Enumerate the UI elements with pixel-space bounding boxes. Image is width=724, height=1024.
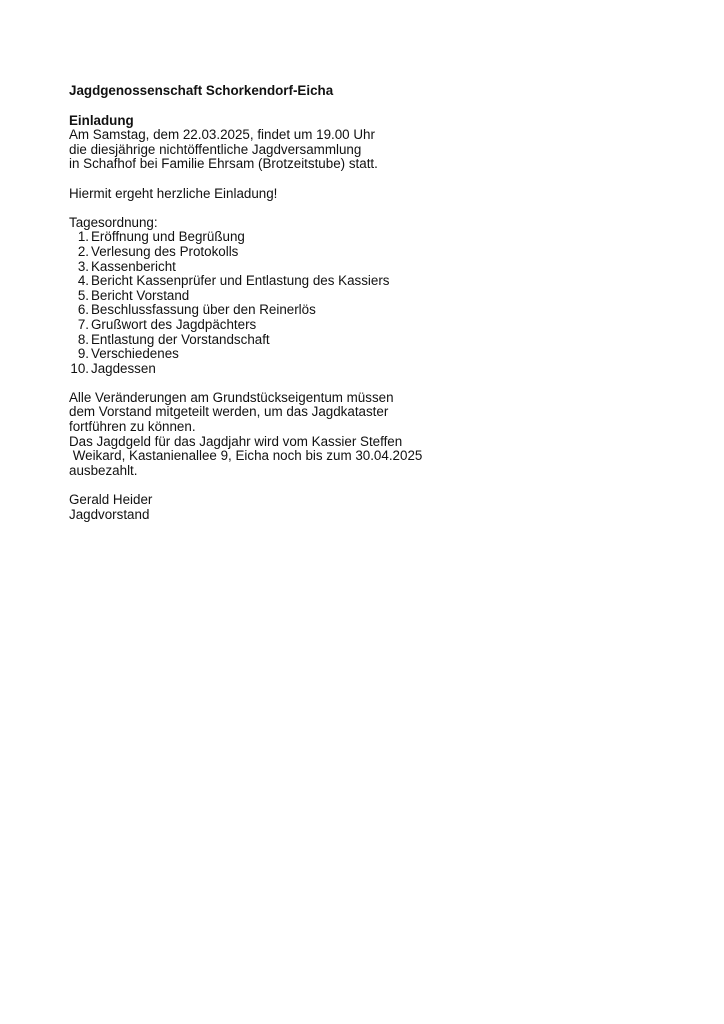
organization-title: Jagdgenossenschaft Schorkendorf-Eicha: [69, 83, 334, 98]
agenda-item-text: Beschlussfassung über den Reinerlös: [91, 302, 316, 318]
invitation-line: Am Samstag, dem 22.03.2025, findet um 19.00 Uhr: [69, 127, 375, 143]
agenda-item-text: Bericht Kassenprüfer und Entlastung des Kassiers: [91, 273, 390, 289]
agenda-item-number: 3.: [77, 258, 89, 274]
spacer: [69, 478, 669, 493]
agenda-item-number: 4.: [77, 273, 89, 289]
agenda-item-text: Eröffnung und Begrüßung: [91, 229, 245, 245]
agenda-list: [69, 230, 669, 376]
agenda-item-number: 6.: [77, 302, 89, 318]
notice-line: Das Jagdgeld für das Jagdjahr wird vom Kassier Steffen: [69, 433, 403, 449]
agenda-item-number: 9.: [77, 346, 89, 362]
spacer: [69, 201, 669, 216]
agenda-item: [69, 347, 669, 362]
agenda-item-number: 5.: [77, 287, 89, 303]
agenda-item: [69, 289, 669, 304]
agenda-title: Tagesordnung:: [69, 214, 158, 230]
agenda-item-text: Entlastung der Vorstandschaft: [91, 331, 270, 347]
document-page: [69, 84, 669, 522]
agenda-item: [69, 274, 669, 289]
agenda-item-number: 7.: [77, 316, 89, 332]
signature-name: Gerald Heider: [69, 492, 153, 508]
agenda-item-number: 8.: [77, 331, 89, 347]
invitation-line: in Schafhof bei Familie Ehrsam (Brotzeitstube) statt.: [69, 156, 378, 172]
agenda-item-text: Jagdessen: [91, 360, 156, 376]
agenda-item: [69, 260, 669, 275]
notice-line: Weikard, Kastanienallee 9, Eicha noch bis zum 30.04.2025: [69, 448, 423, 464]
agenda-item-text: Verschiedenes: [91, 346, 179, 362]
agenda-item: [69, 362, 669, 377]
invitation-paragraph: [69, 128, 669, 172]
signature-role: Jagdvorstand: [69, 506, 150, 522]
greeting-text: Hiermit ergeht herzliche Einladung!: [69, 185, 278, 201]
agenda-item-text: Verlesung des Protokolls: [91, 243, 239, 259]
notice-line: Alle Veränderungen am Grundstückseigentum müssen: [69, 389, 394, 405]
agenda-item: [69, 245, 669, 260]
agenda-item-number: 2.: [77, 243, 89, 259]
agenda-item: [69, 333, 669, 348]
notice-paragraph: [69, 391, 669, 479]
notice-line: ausbezahlt.: [69, 462, 138, 478]
agenda-item-text: Bericht Vorstand: [91, 287, 190, 303]
agenda-item: [69, 318, 669, 333]
spacer: [69, 99, 669, 114]
agenda-item-text: Grußwort des Jagdpächters: [91, 316, 257, 332]
spacer: [69, 172, 669, 187]
agenda-item-number: 10.: [70, 360, 89, 376]
agenda-item: [69, 230, 669, 245]
agenda-item: [69, 303, 669, 318]
invitation-heading: Einladung: [69, 112, 134, 128]
agenda-item-text: Kassenbericht: [91, 258, 176, 274]
invitation-line: die diesjährige nichtöffentliche Jagdversammlung: [69, 141, 362, 157]
agenda-item-number: 1.: [77, 229, 89, 245]
notice-line: fortführen zu können.: [69, 419, 196, 435]
notice-line: dem Vorstand mitgeteilt werden, um das Jagdkataster: [69, 404, 389, 420]
spacer: [69, 376, 669, 391]
